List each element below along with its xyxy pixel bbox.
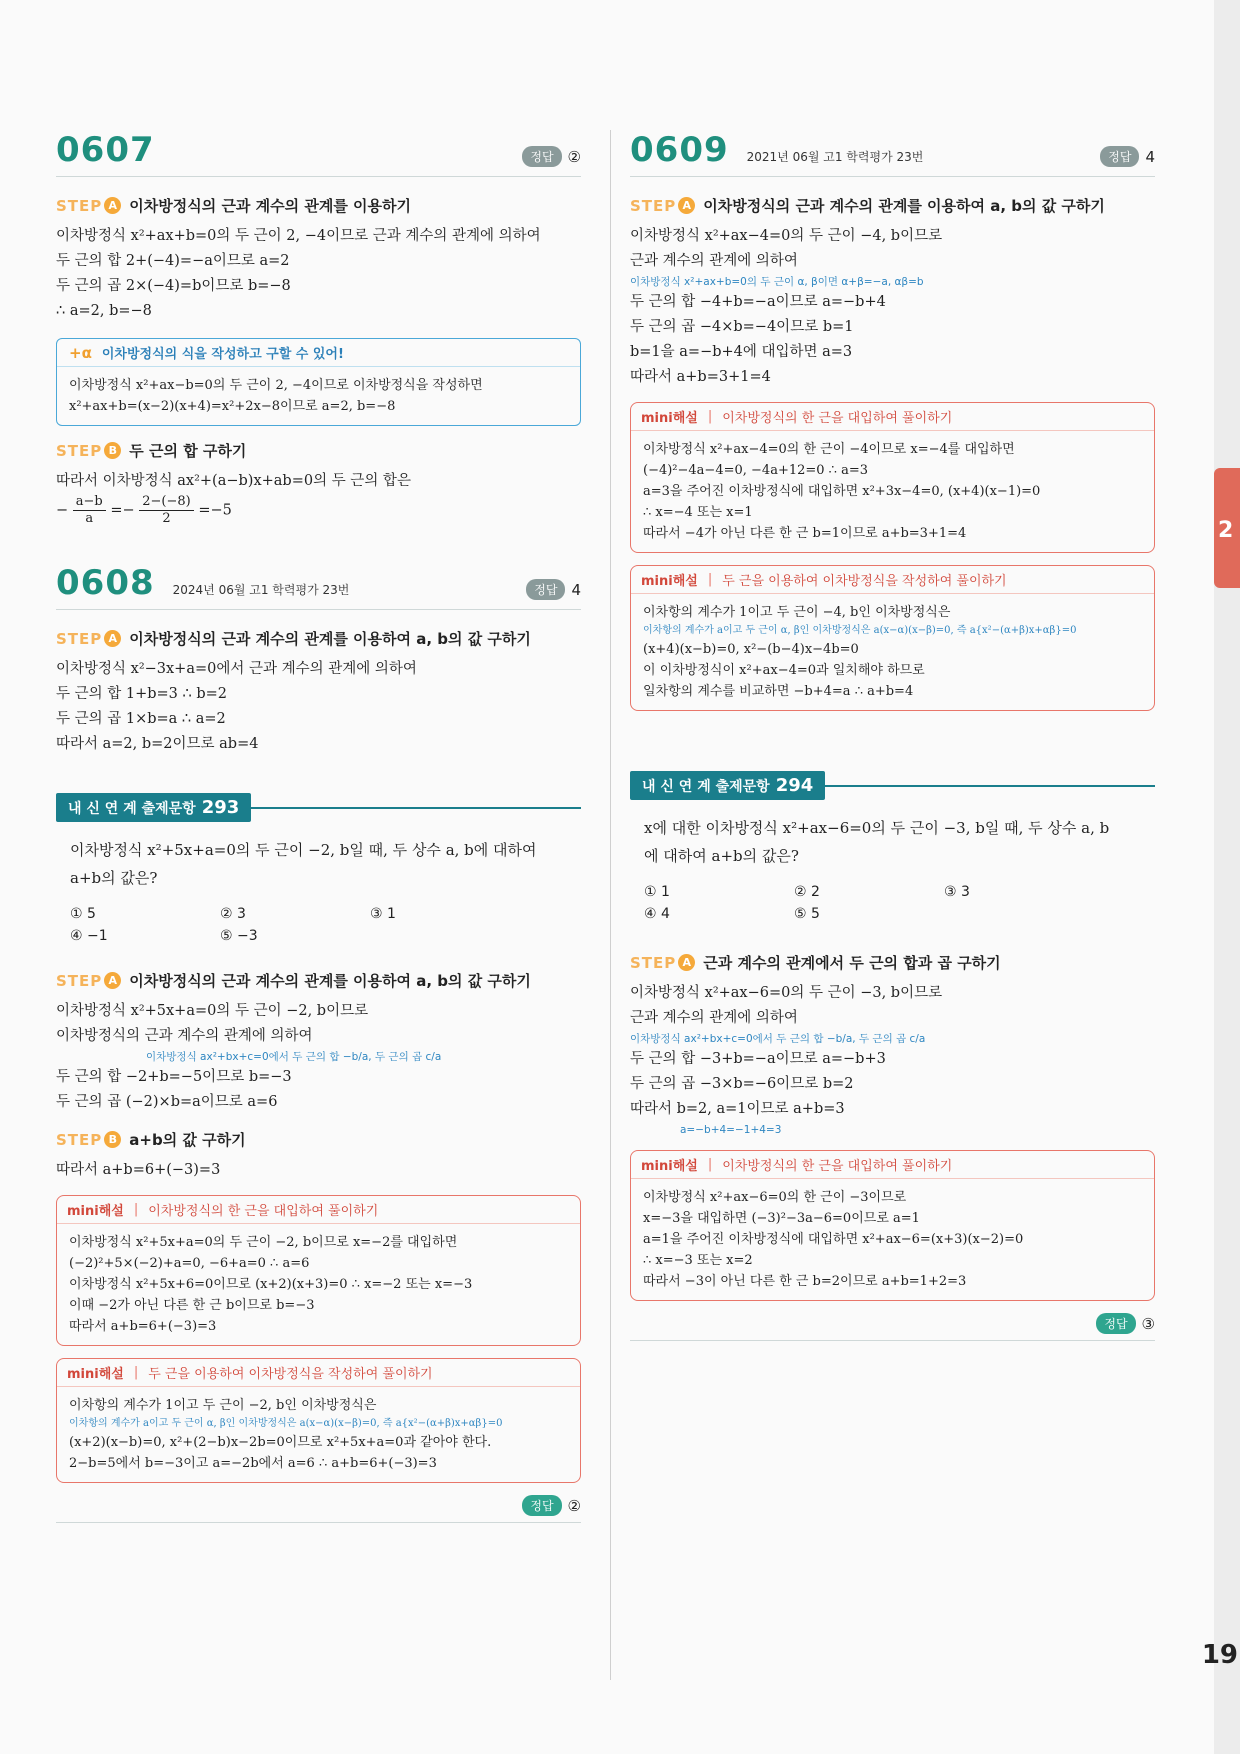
answer-value: ② — [567, 1496, 581, 1515]
solution-line: 두 근의 합 2+(−4)=−a이므로 a=2 — [56, 253, 290, 269]
choice: ④ −1 — [70, 928, 108, 944]
mini-line: (x+4)(x−b)=0, x²−(b−4)x−4b=0 — [643, 642, 859, 657]
hint-note: a=−b+4=−1+4=3 — [680, 1124, 782, 1136]
q0609-stepA — [630, 195, 1155, 216]
plus-alpha-title: 이차방정식의 식을 작성하고 구할 수 있어! — [101, 347, 344, 362]
end-rule — [56, 1522, 581, 1523]
mini-tag: mini해설 — [67, 1367, 124, 1382]
plus-alpha-tag: +α — [69, 343, 92, 362]
answer-value: ③ — [1141, 1314, 1155, 1333]
q0608-stepA — [56, 628, 581, 649]
q0608-answer — [526, 579, 581, 600]
n293-problem — [56, 830, 581, 898]
solution-line: 두 근의 곱 (−2)×b=a이므로 a=6 — [56, 1094, 278, 1110]
side-strip — [1214, 0, 1240, 1754]
choice: ④ 4 — [644, 906, 670, 922]
solution-line: 근과 계수의 관계에 의하여 — [630, 253, 798, 269]
mini-line: ∴ x=−4 또는 x=1 — [643, 505, 753, 520]
step-word: STEP — [56, 196, 103, 215]
mini-header — [631, 1151, 1154, 1179]
n293-stepB — [56, 1129, 581, 1150]
mini-line: a=3을 주어진 이차방정식에 대입하면 x²+3x−4=0, (x+4)(x−1)=0 — [643, 484, 1041, 499]
hint-note: 이차항의 계수가 a이고 두 근이 α, β인 이차방정식은 a(x−α)(x−β)=0, 즉 a{x²−(α+β)x+αβ}=0 — [643, 625, 1077, 636]
fraction — [73, 494, 106, 527]
mini-line: 이차방정식 x²+5x+6=0이므로 (x+2)(x+3)=0 ∴ x=−2 또는 x=−3 — [69, 1277, 473, 1292]
problem-line: x에 대한 이차방정식 x²+ax−6=0의 두 근이 −3, b일 때, 두 상수 a, b — [644, 819, 1110, 837]
solution-line: 두 근의 곱 −3×b=−6이므로 b=2 — [630, 1076, 854, 1092]
mini-title: 두 근을 이용하여 이차방정식을 작성하여 풀이하기 — [148, 1367, 433, 1382]
q0608-header — [56, 563, 581, 610]
naesin-rule — [251, 807, 581, 809]
mini-body — [57, 1224, 580, 1345]
solution-line: ∴ a=2, b=−8 — [56, 303, 152, 319]
plus-alpha-line: 이차방정식 x²+ax−b=0의 두 근이 2, −4이므로 이차방정식을 작성하면 — [69, 378, 483, 393]
mini-tag: mini해설 — [641, 411, 698, 426]
fraction-line — [56, 494, 581, 527]
mini-tag: mini해설 — [67, 1204, 124, 1219]
solution-line: 이차방정식의 근과 계수의 관계에 의하여 — [56, 1028, 313, 1044]
n294-choices — [630, 876, 1155, 930]
problem-line: a+b의 값은? — [70, 869, 158, 887]
mini-line: 이 이차방정식이 x²+ax−4=0과 일치해야 하므로 — [643, 663, 925, 678]
mini-line: 이차항의 계수가 1이고 두 근이 −2, b인 이차방정식은 — [69, 1398, 377, 1413]
n294-mini1 — [630, 1150, 1155, 1301]
denominator: a — [85, 511, 94, 526]
mini-header — [631, 403, 1154, 431]
answer-pill: 정답 — [522, 146, 561, 167]
mini-line: 이차방정식 x²+5x+a=0의 두 근이 −2, b이므로 x=−2를 대입하면 — [69, 1235, 458, 1250]
result: =−5 — [198, 502, 232, 519]
step-word: STEP — [630, 196, 677, 215]
chapter-tab — [1214, 468, 1240, 588]
mini-tag: mini해설 — [641, 574, 698, 589]
q0607-stepB — [56, 440, 581, 461]
q0609-number: 0609 — [630, 130, 729, 170]
solution-line: 두 근의 합 −4+b=−a이므로 a=−b+4 — [630, 294, 886, 310]
choice: ① 5 — [70, 906, 96, 922]
choice: ③ 3 — [944, 884, 970, 900]
mini-line: 이때 −2가 아닌 다른 한 근 b이므로 b=−3 — [69, 1298, 315, 1313]
step-title: 이차방정식의 근과 계수의 관계를 이용하기 — [129, 197, 411, 215]
choice: ⑤ −3 — [220, 928, 258, 944]
naesin-label — [56, 793, 251, 822]
choice: ⑤ 5 — [794, 906, 820, 922]
solution-line: 두 근의 합 −3+b=−a이므로 a=−b+3 — [630, 1051, 886, 1067]
choice: ② 3 — [220, 906, 246, 922]
q0607-number: 0607 — [56, 130, 155, 170]
solution-line: 따라서 b=2, a=1이므로 a+b=3 — [630, 1101, 845, 1117]
mini-line: x=−3을 대입하면 (−3)²−3a−6=0이므로 a=1 — [643, 1211, 920, 1226]
mini-line: (x+2)(x−b)=0, x²+(2−b)x−2b=0이므로 x²+5x+a=0과 같아야 한다. — [69, 1435, 492, 1450]
answer-value: 4 — [1145, 147, 1155, 166]
plus-alpha-body — [57, 367, 580, 425]
solution-line: 두 근의 합 1+b=3 ∴ b=2 — [56, 686, 227, 702]
mini-line: 따라서 a+b=6+(−3)=3 — [69, 1319, 217, 1334]
mini-body — [57, 1387, 580, 1482]
mini-header — [57, 1359, 580, 1387]
mini-sep: | — [133, 1365, 139, 1380]
solution-line: 따라서 a+b=3+1=4 — [630, 369, 771, 385]
naesin-number: 294 — [775, 775, 814, 796]
mini-body — [631, 1179, 1154, 1300]
plus-alpha-box — [56, 338, 581, 426]
step-title: a+b의 값 구하기 — [129, 1131, 246, 1149]
mini-body — [631, 594, 1154, 710]
mini-line: 따라서 −3이 아닌 다른 한 근 b=2이므로 a+b=1+2=3 — [643, 1274, 967, 1289]
mini-title: 이차방정식의 한 근을 대입하여 풀이하기 — [148, 1204, 379, 1219]
end-rule — [630, 1340, 1155, 1341]
chapter-tab-label: 2 — [1218, 518, 1234, 543]
step-letter: B — [104, 1131, 121, 1148]
mini-sep: | — [707, 409, 713, 424]
mini-line: 따라서 −4가 아닌 다른 한 근 b=1이므로 a+b=3+1=4 — [643, 526, 967, 541]
n294-problem — [630, 808, 1155, 876]
problem-line: 에 대하여 a+b의 값은? — [644, 847, 799, 865]
page-number: 19 — [1201, 1640, 1238, 1670]
column-divider — [610, 130, 611, 1680]
mini-sep: | — [133, 1202, 139, 1217]
n294-answer — [630, 1313, 1155, 1334]
n293-answer — [56, 1495, 581, 1516]
solution-line: 따라서 a+b=6+(−3)=3 — [56, 1162, 221, 1178]
answer-value: ② — [567, 147, 581, 166]
step-letter: A — [678, 197, 695, 214]
step-letter: A — [104, 197, 121, 214]
naesin-title: 내 신 연 계 — [68, 801, 137, 817]
mini-line: 이차방정식 x²+ax−4=0의 한 근이 −4이므로 x=−4를 대입하면 — [643, 442, 1015, 457]
mini-body — [631, 431, 1154, 552]
mini-header — [57, 1196, 580, 1224]
mini-title: 이차방정식의 한 근을 대입하여 풀이하기 — [722, 411, 953, 426]
q0609-header — [630, 130, 1155, 177]
hint-note: 이차방정식 x²+ax+b=0의 두 근이 α, β이면 α+β=−a, αβ=b — [630, 276, 924, 288]
solution-line: 따라서 a=2, b=2이므로 ab=4 — [56, 736, 259, 752]
mini-header — [631, 566, 1154, 594]
mini-line: (−2)²+5×(−2)+a=0, −6+a=0 ∴ a=6 — [69, 1256, 310, 1271]
solution-line: 이차방정식 x²+ax−6=0의 두 근이 −3, b이므로 — [630, 985, 943, 1001]
answer-value: 4 — [571, 580, 581, 599]
n294-stepA — [630, 952, 1155, 973]
hint-note: 이차방정식 ax²+bx+c=0에서 두 근의 합 −b/a, 두 근의 곱 c/a — [146, 1051, 442, 1063]
naesin-sub: 출제문항 — [715, 779, 770, 795]
left-column — [56, 130, 581, 1523]
mini-line: (−4)²−4a−4=0, −4a+12=0 ∴ a=3 — [643, 463, 868, 478]
numerator: 2−(−8) — [139, 494, 193, 511]
solution-line: 근과 계수의 관계에 의하여 — [630, 1010, 798, 1026]
naesin-rule — [825, 785, 1155, 787]
solution-line: b=1을 a=−b+4에 대입하면 a=3 — [630, 344, 853, 360]
solution-line: 이차방정식 x²+ax−4=0의 두 근이 −4, b이므로 — [630, 228, 943, 244]
q0607-header — [56, 130, 581, 177]
q0609-mini2 — [630, 565, 1155, 711]
choice: ② 2 — [794, 884, 820, 900]
solution-line: 이차방정식 x²+ax+b=0의 두 근이 2, −4이므로 근과 계수의 관계에 의하여 — [56, 228, 541, 244]
numerator: a−b — [73, 494, 106, 511]
problem-line: 이차방정식 x²+5x+a=0의 두 근이 −2, b일 때, 두 상수 a, b에 대하여 — [70, 841, 537, 859]
q0609-mini1 — [630, 402, 1155, 553]
equals-minus: =− — [110, 502, 135, 519]
n294-header — [630, 771, 1155, 800]
solution-line: 두 근의 곱 1×b=a ∴ a=2 — [56, 711, 226, 727]
solution-line: 따라서 이차방정식 ax²+(a−b)x+ab=0의 두 근의 합은 — [56, 473, 411, 489]
mini-line: a=1을 주어진 이차방정식에 대입하면 x²+ax−6=(x+3)(x−2)=0 — [643, 1232, 1024, 1247]
n293-mini2 — [56, 1358, 581, 1483]
answer-pill: 정답 — [1100, 146, 1139, 167]
step-word: STEP — [56, 1130, 103, 1149]
step-title: 이차방정식의 근과 계수의 관계를 이용하여 a, b의 값 구하기 — [129, 630, 531, 648]
step-letter: A — [678, 954, 695, 971]
step-title: 근과 계수의 관계에서 두 근의 합과 곱 구하기 — [703, 954, 1001, 972]
n293-mini1 — [56, 1195, 581, 1346]
mini-line: 이차항의 계수가 1이고 두 근이 −4, b인 이차방정식은 — [643, 605, 951, 620]
answer-pill: 정답 — [522, 1495, 561, 1516]
q0609-answer — [1100, 146, 1155, 167]
plus-alpha-header — [57, 339, 580, 367]
step-title: 두 근의 합 구하기 — [129, 442, 247, 460]
choice: ③ 1 — [370, 906, 396, 922]
q0607-stepA — [56, 195, 581, 216]
choice: ① 1 — [644, 884, 670, 900]
mini-line: 일차항의 계수를 비교하면 −b+4=a ∴ a+b=4 — [643, 684, 914, 699]
step-word: STEP — [56, 629, 103, 648]
solution-line: 두 근의 곱 2×(−4)=b이므로 b=−8 — [56, 278, 291, 294]
solution-line: 이차방정식 x²−3x+a=0에서 근과 계수의 관계에 의하여 — [56, 661, 417, 677]
step-word: STEP — [56, 971, 103, 990]
mini-line: ∴ x=−3 또는 x=2 — [643, 1253, 753, 1268]
q0607-answer — [522, 146, 581, 167]
hint-note: 이차방정식 ax²+bx+c=0에서 두 근의 합 −b/a, 두 근의 곱 c/a — [630, 1033, 926, 1045]
minus-sign: − — [56, 502, 69, 519]
step-word: STEP — [56, 441, 103, 460]
step-title: 이차방정식의 근과 계수의 관계를 이용하여 a, b의 값 구하기 — [129, 972, 531, 990]
mini-line: 이차방정식 x²+ax−6=0의 한 근이 −3이므로 — [643, 1190, 907, 1205]
mini-tag: mini해설 — [641, 1159, 698, 1174]
q0608-number: 0608 — [56, 563, 155, 603]
step-title: 이차방정식의 근과 계수의 관계를 이용하여 a, b의 값 구하기 — [703, 197, 1105, 215]
n293-header — [56, 793, 581, 822]
solution-line: 이차방정식 x²+5x+a=0의 두 근이 −2, b이므로 — [56, 1003, 369, 1019]
right-column — [630, 130, 1155, 1341]
naesin-title: 내 신 연 계 — [642, 779, 711, 795]
n293-choices — [56, 898, 581, 952]
fraction — [139, 494, 193, 527]
plus-alpha-line: x²+ax+b=(x−2)(x+4)=x²+2x−8이므로 a=2, b=−8 — [69, 399, 396, 414]
step-letter: B — [104, 442, 121, 459]
mini-sep: | — [707, 1157, 713, 1172]
solution-line: 두 근의 합 −2+b=−5이므로 b=−3 — [56, 1069, 292, 1085]
n293-stepA — [56, 970, 581, 991]
step-letter: A — [104, 630, 121, 647]
denominator: 2 — [162, 511, 171, 526]
answer-pill: 정답 — [526, 579, 565, 600]
answer-pill: 정답 — [1096, 1313, 1135, 1334]
step-word: STEP — [630, 953, 677, 972]
naesin-sub: 출제문항 — [141, 801, 196, 817]
mini-title: 이차방정식의 한 근을 대입하여 풀이하기 — [722, 1159, 953, 1174]
solution-line: 두 근의 곱 −4×b=−4이므로 b=1 — [630, 319, 854, 335]
q0608-source: 2024년 06월 고1 학력평가 23번 — [172, 583, 350, 597]
mini-sep: | — [707, 572, 713, 587]
q0609-source: 2021년 06월 고1 학력평가 23번 — [746, 150, 924, 164]
naesin-label — [630, 771, 825, 800]
hint-note: 이차항의 계수가 a이고 두 근이 α, β인 이차방정식은 a(x−α)(x−β)=0, 즉 a{x²−(α+β)x+αβ}=0 — [69, 1418, 503, 1429]
step-letter: A — [104, 972, 121, 989]
naesin-number: 293 — [201, 797, 240, 818]
mini-line: 2−b=5에서 b=−3이고 a=−2b에서 a=6 ∴ a+b=6+(−3)=3 — [69, 1456, 437, 1471]
mini-title: 두 근을 이용하여 이차방정식을 작성하여 풀이하기 — [722, 574, 1007, 589]
